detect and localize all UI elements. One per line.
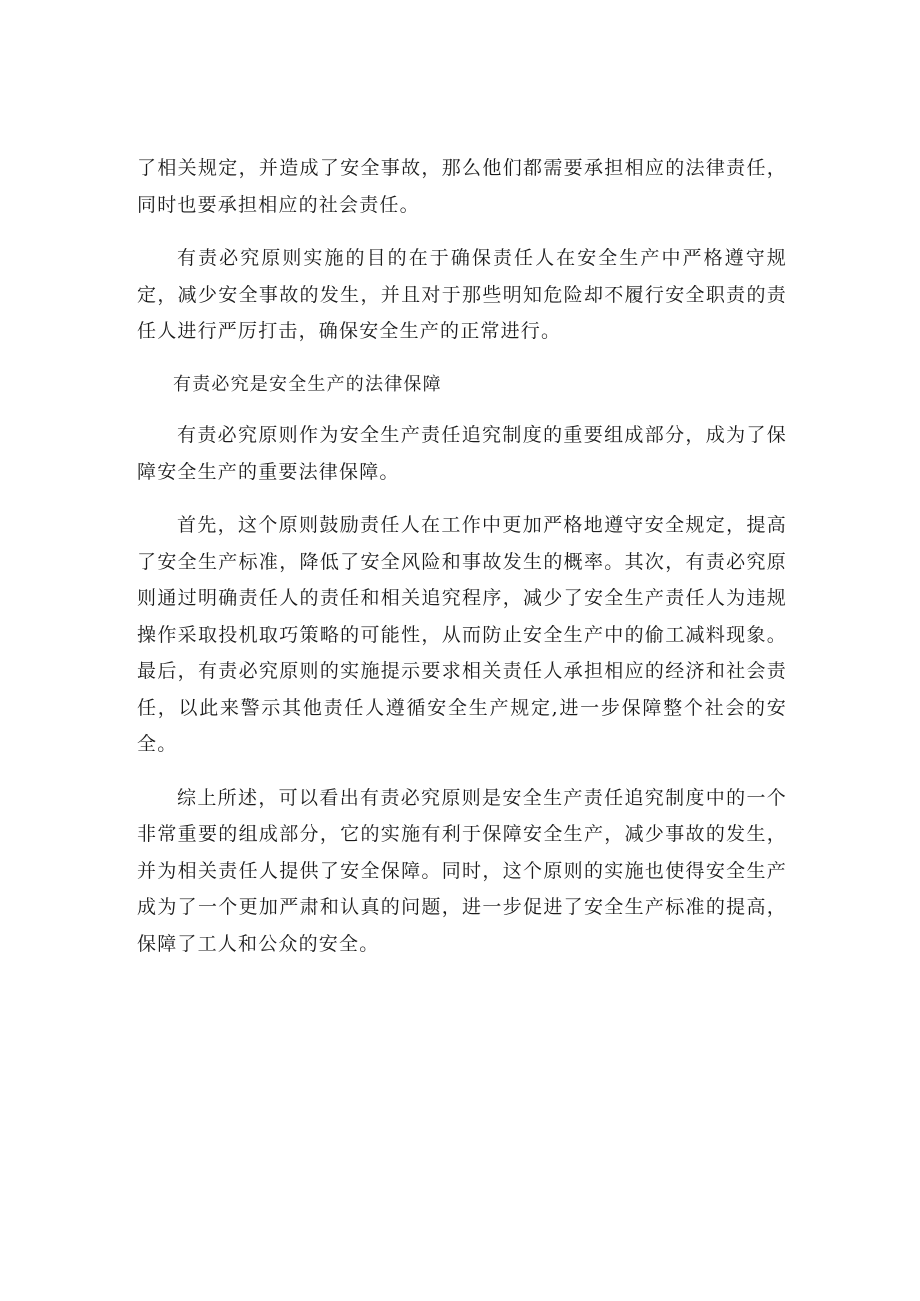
paragraph-legal-guarantee: 有责必究原则作为安全生产责任追究制度的重要组成部分，成为了保障安全生产的重要法律保障。	[137, 424, 787, 483]
document-body	[137, 150, 787, 979]
paragraph-continued: 了相关规定，并造成了安全事故，那么他们都需要承担相应的法律责任，同时也要承担相应的社会责任。	[137, 157, 787, 216]
paragraph-reasons: 首先，这个原则鼓励责任人在工作中更加严格地遵守安全规定，提高了安全生产标准，降低了安全风险和事故发生的概率。其次，有责必究原则通过明确责任人的责任和相关追究程序，减少了安全生产责任人为违规操作采取投机取巧策略的可能性，从而防止安全生产中的偷工减料现象。最后，有责必究原则的实施提示要求相关责任人承担相应的经济和社会责任，以此来警示其他责任人遵循安全生产规定,进一步保障整个社会的安全。	[137, 514, 787, 755]
paragraph-conclusion: 综上所述，可以看出有责必究原则是安全生产责任追究制度中的一个非常重要的组成部分，它的实施有利于保障安全生产，减少事故的发生，并为相关责任人提供了安全保障。同时，这个原则的实施也使得安全生产成为了一个更加严肃和认真的问题，进一步促进了安全生产标准的提高，保障了工人和公众的安全。	[137, 786, 787, 955]
paragraph-purpose: 有责必究原则实施的目的在于确保责任人在安全生产中严格遵守规定，减少安全事故的发生，并且对于那些明知危险却不履行安全职责的责任人进行严厉打击，确保安全生产的正常进行。	[137, 247, 787, 342]
section-heading: 有责必究是安全生产的法律保障	[173, 373, 442, 395]
